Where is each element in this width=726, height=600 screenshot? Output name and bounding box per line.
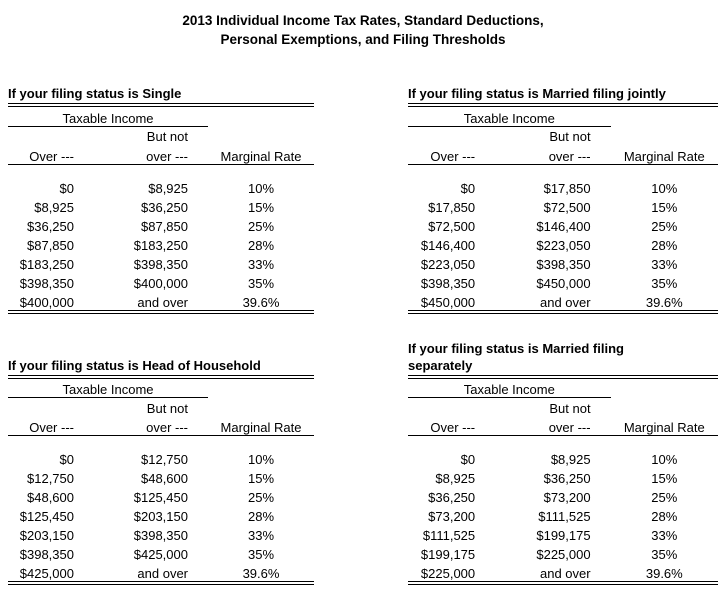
tax-bracket-row [408,272,718,291]
but-not-over-amount: $12,750 [141,452,188,467]
but-not-over-amount: $36,250 [141,199,188,215]
but-not-over-amount: $146,400 [536,218,591,234]
marginal-rate-value: 33% [247,256,275,272]
table-heading [408,340,718,374]
marginal-rate-value: 35% [247,275,275,291]
tax-bracket-row [8,272,314,291]
over-amount: $398,350 [420,275,476,291]
marginal-rate-value: 33% [651,528,678,543]
tax-bracket-row [8,436,314,468]
over-amount: $0 [59,180,74,196]
over-amount: $225,000 [420,566,476,581]
spacer-cell [611,398,718,416]
table-heading-line: If your filing status is Married filing [408,340,624,356]
taxable-income-label: Taxable Income [408,107,611,126]
marginal-rate-value: 28% [651,509,678,524]
but-not-over-label: over --- [96,416,208,436]
tax-bracket-row [8,253,314,272]
marginal-rate-value: 35% [247,547,275,562]
spacer-cell [611,379,718,398]
marginal-rate-label: Marginal Rate [611,416,718,436]
but-not-over-amount: $398,350 [133,256,188,272]
but-not-over-label: over --- [497,416,610,436]
taxable-income-header-row [408,379,718,398]
over-label: Over --- [408,144,497,164]
marginal-rate-value: 25% [247,490,275,505]
taxable-income-header-row [8,107,314,126]
but-not-label: But not [146,400,188,416]
spacer-cell [408,126,497,144]
document-title-line2: Personal Exemptions, and Filing Thresholds [220,32,506,47]
tax-bracket-rows [8,436,314,582]
marginal-rate-value: 15% [247,471,275,486]
but-not-over-amount: $400,000 [133,275,188,291]
spacer-cell [208,398,314,416]
over-amount: $111,525 [422,528,476,543]
but-not-over-amount: $450,000 [536,275,591,291]
but-not-over-label: over --- [96,144,208,164]
tax-bracket-row [8,505,314,524]
over-amount: $36,250 [428,490,476,505]
over-label: Over --- [8,416,96,436]
marginal-rate-value: 15% [651,471,678,486]
marginal-rate-value: 25% [651,218,678,234]
but-not-over-amount: $8,925 [550,452,591,467]
tax-bracket-row [408,524,718,543]
taxable-income-label: Taxable Income [408,379,611,398]
spacer-cell [8,398,96,416]
column-header-row [408,416,718,436]
tax-bracket-row [8,164,314,196]
spacer-cell [208,126,314,144]
marginal-rate-value: 33% [247,528,275,543]
bottom-double-rule [8,581,314,585]
document-title-line1: 2013 Individual Income Tax Rates, Standard Deductions, [182,13,544,28]
bottom-double-rule [8,310,314,314]
but-not-over-amount: and over [137,566,188,581]
over-amount: $450,000 [420,294,476,310]
tax-bracket-row [408,291,718,310]
over-amount: $125,450 [19,509,74,524]
tax-bracket-row [8,524,314,543]
marginal-rate-value: 39.6% [645,566,683,581]
over-amount: $8,925 [435,471,476,486]
tax-bracket-row [408,234,718,253]
spacer-cell [611,107,718,126]
but-not-over-amount: and over [137,294,188,310]
tax-table-married-filing-separately [408,340,718,586]
tax-bracket-row [408,436,718,468]
tax-bracket-table [8,107,314,310]
but-not-over-amount: $8,925 [148,180,188,196]
marginal-rate-value: 10% [247,452,275,467]
over-amount: $73,200 [428,509,476,524]
taxable-income-label: Taxable Income [8,379,208,398]
over-amount: $0 [59,452,74,467]
but-not-header-row [408,126,718,144]
over-amount: $400,000 [19,294,74,310]
table-heading-line: If your filing status is Head of Household [8,357,261,373]
marginal-rate-value: 15% [247,199,275,215]
but-not-over-amount: $48,600 [141,471,188,486]
over-amount: $0 [460,452,476,467]
over-amount: $425,000 [19,566,74,581]
tax-bracket-row [8,467,314,486]
but-not-over-amount: $398,350 [133,528,188,543]
taxable-income-header-row [408,107,718,126]
over-amount: $398,350 [19,547,74,562]
but-not-over-amount: $199,175 [536,528,591,543]
spacer-cell [611,126,718,144]
taxable-income-label: Taxable Income [8,107,208,126]
over-amount: $199,175 [420,547,476,562]
over-amount: $183,250 [19,256,74,272]
marginal-rate-value: 39.6% [645,294,683,310]
tax-bracket-row [408,253,718,272]
over-amount: $48,600 [27,490,74,505]
column-header-row [408,144,718,164]
tax-bracket-row [408,543,718,562]
tax-bracket-rows [408,436,718,582]
tax-bracket-row [408,215,718,234]
tax-bracket-table [408,379,718,582]
tax-bracket-row [408,164,718,196]
tax-bracket-row [408,196,718,215]
but-not-header-row [8,126,314,144]
column-header-row [8,144,314,164]
but-not-over-amount: and over [540,566,591,581]
tax-bracket-row [8,196,314,215]
column-header-row [8,416,314,436]
tax-table-married-filing-jointly [408,85,718,314]
over-amount: $36,250 [27,218,74,234]
spacer-cell [208,379,314,398]
tax-bracket-row [408,505,718,524]
but-not-label: But not [549,129,591,144]
marginal-rate-label: Marginal Rate [611,144,718,164]
but-not-over-amount: $225,000 [536,547,591,562]
table-heading [8,357,314,374]
but-not-over-amount: $73,200 [543,490,591,505]
over-amount: $12,750 [27,471,74,486]
spacer-cell [208,107,314,126]
marginal-rate-value: 15% [651,199,678,215]
marginal-rate-label: Marginal Rate [208,144,314,164]
marginal-rate-value: 28% [247,509,275,524]
table-heading [8,85,314,102]
tax-table-head-of-household [8,357,314,586]
bottom-double-rule [408,581,718,585]
marginal-rate-value: 33% [651,256,678,272]
but-not-header-row [408,398,718,416]
document-title [0,0,726,49]
but-not-over-amount: $223,050 [536,237,591,253]
tax-bracket-rows [8,164,314,310]
tax-bracket-row [8,234,314,253]
table-heading-line: If your filing status is Married filing jointly [408,86,666,101]
but-not-over-amount: $17,850 [543,180,591,196]
but-not-over-amount: $398,350 [536,256,591,272]
tables-grid [0,85,726,585]
tax-bracket-row [408,486,718,505]
tax-bracket-row [8,291,314,310]
table-heading-line: If your filing status is Single [8,86,182,101]
marginal-rate-value: 10% [651,452,678,467]
spacer-cell [408,398,497,416]
tax-bracket-row [8,486,314,505]
marginal-rate-value: 25% [247,218,275,234]
tax-bracket-row [8,543,314,562]
but-not-label: But not [549,400,591,416]
tax-bracket-row [408,562,718,581]
but-not-over-amount: and over [540,294,591,310]
marginal-rate-value: 35% [651,547,678,562]
but-not-over-amount: $87,850 [141,218,188,234]
over-amount: $0 [460,180,476,196]
tax-table-single [8,85,314,314]
over-amount: $17,850 [428,199,476,215]
marginal-rate-value: 25% [651,490,678,505]
over-amount: $8,925 [34,199,74,215]
table-heading [408,85,718,102]
tax-bracket-table [408,107,718,310]
over-amount: $146,400 [420,237,476,253]
tax-bracket-table [8,379,314,582]
but-not-over-amount: $72,500 [543,199,591,215]
tax-bracket-row [8,215,314,234]
over-amount: $398,350 [19,275,74,291]
but-not-header-row [8,398,314,416]
marginal-rate-value: 10% [247,180,275,196]
but-not-over-amount: $111,525 [538,509,591,524]
but-not-over-amount: $36,250 [543,471,591,486]
over-amount: $72,500 [428,218,476,234]
but-not-over-label: over --- [497,144,610,164]
tax-bracket-row [408,467,718,486]
but-not-label: But not [146,129,188,144]
but-not-over-amount: $125,450 [133,490,188,505]
marginal-rate-value: 28% [651,237,678,253]
but-not-over-amount: $183,250 [133,237,188,253]
tax-bracket-rows [408,164,718,310]
over-label: Over --- [408,416,497,436]
taxable-income-header-row [8,379,314,398]
spacer-cell [8,126,96,144]
marginal-rate-value: 39.6% [242,566,280,581]
tax-bracket-row [8,562,314,581]
over-amount: $223,050 [420,256,476,272]
bottom-double-rule [408,310,718,314]
but-not-over-amount: $425,000 [133,547,188,562]
marginal-rate-value: 35% [651,275,678,291]
marginal-rate-value: 28% [247,237,275,253]
marginal-rate-value: 10% [651,180,678,196]
but-not-over-amount: $203,150 [133,509,188,524]
marginal-rate-label: Marginal Rate [208,416,314,436]
marginal-rate-value: 39.6% [242,294,280,310]
table-heading-line: separately [408,357,473,373]
over-amount: $87,850 [27,237,74,253]
over-amount: $203,150 [19,528,74,543]
over-label: Over --- [8,144,96,164]
